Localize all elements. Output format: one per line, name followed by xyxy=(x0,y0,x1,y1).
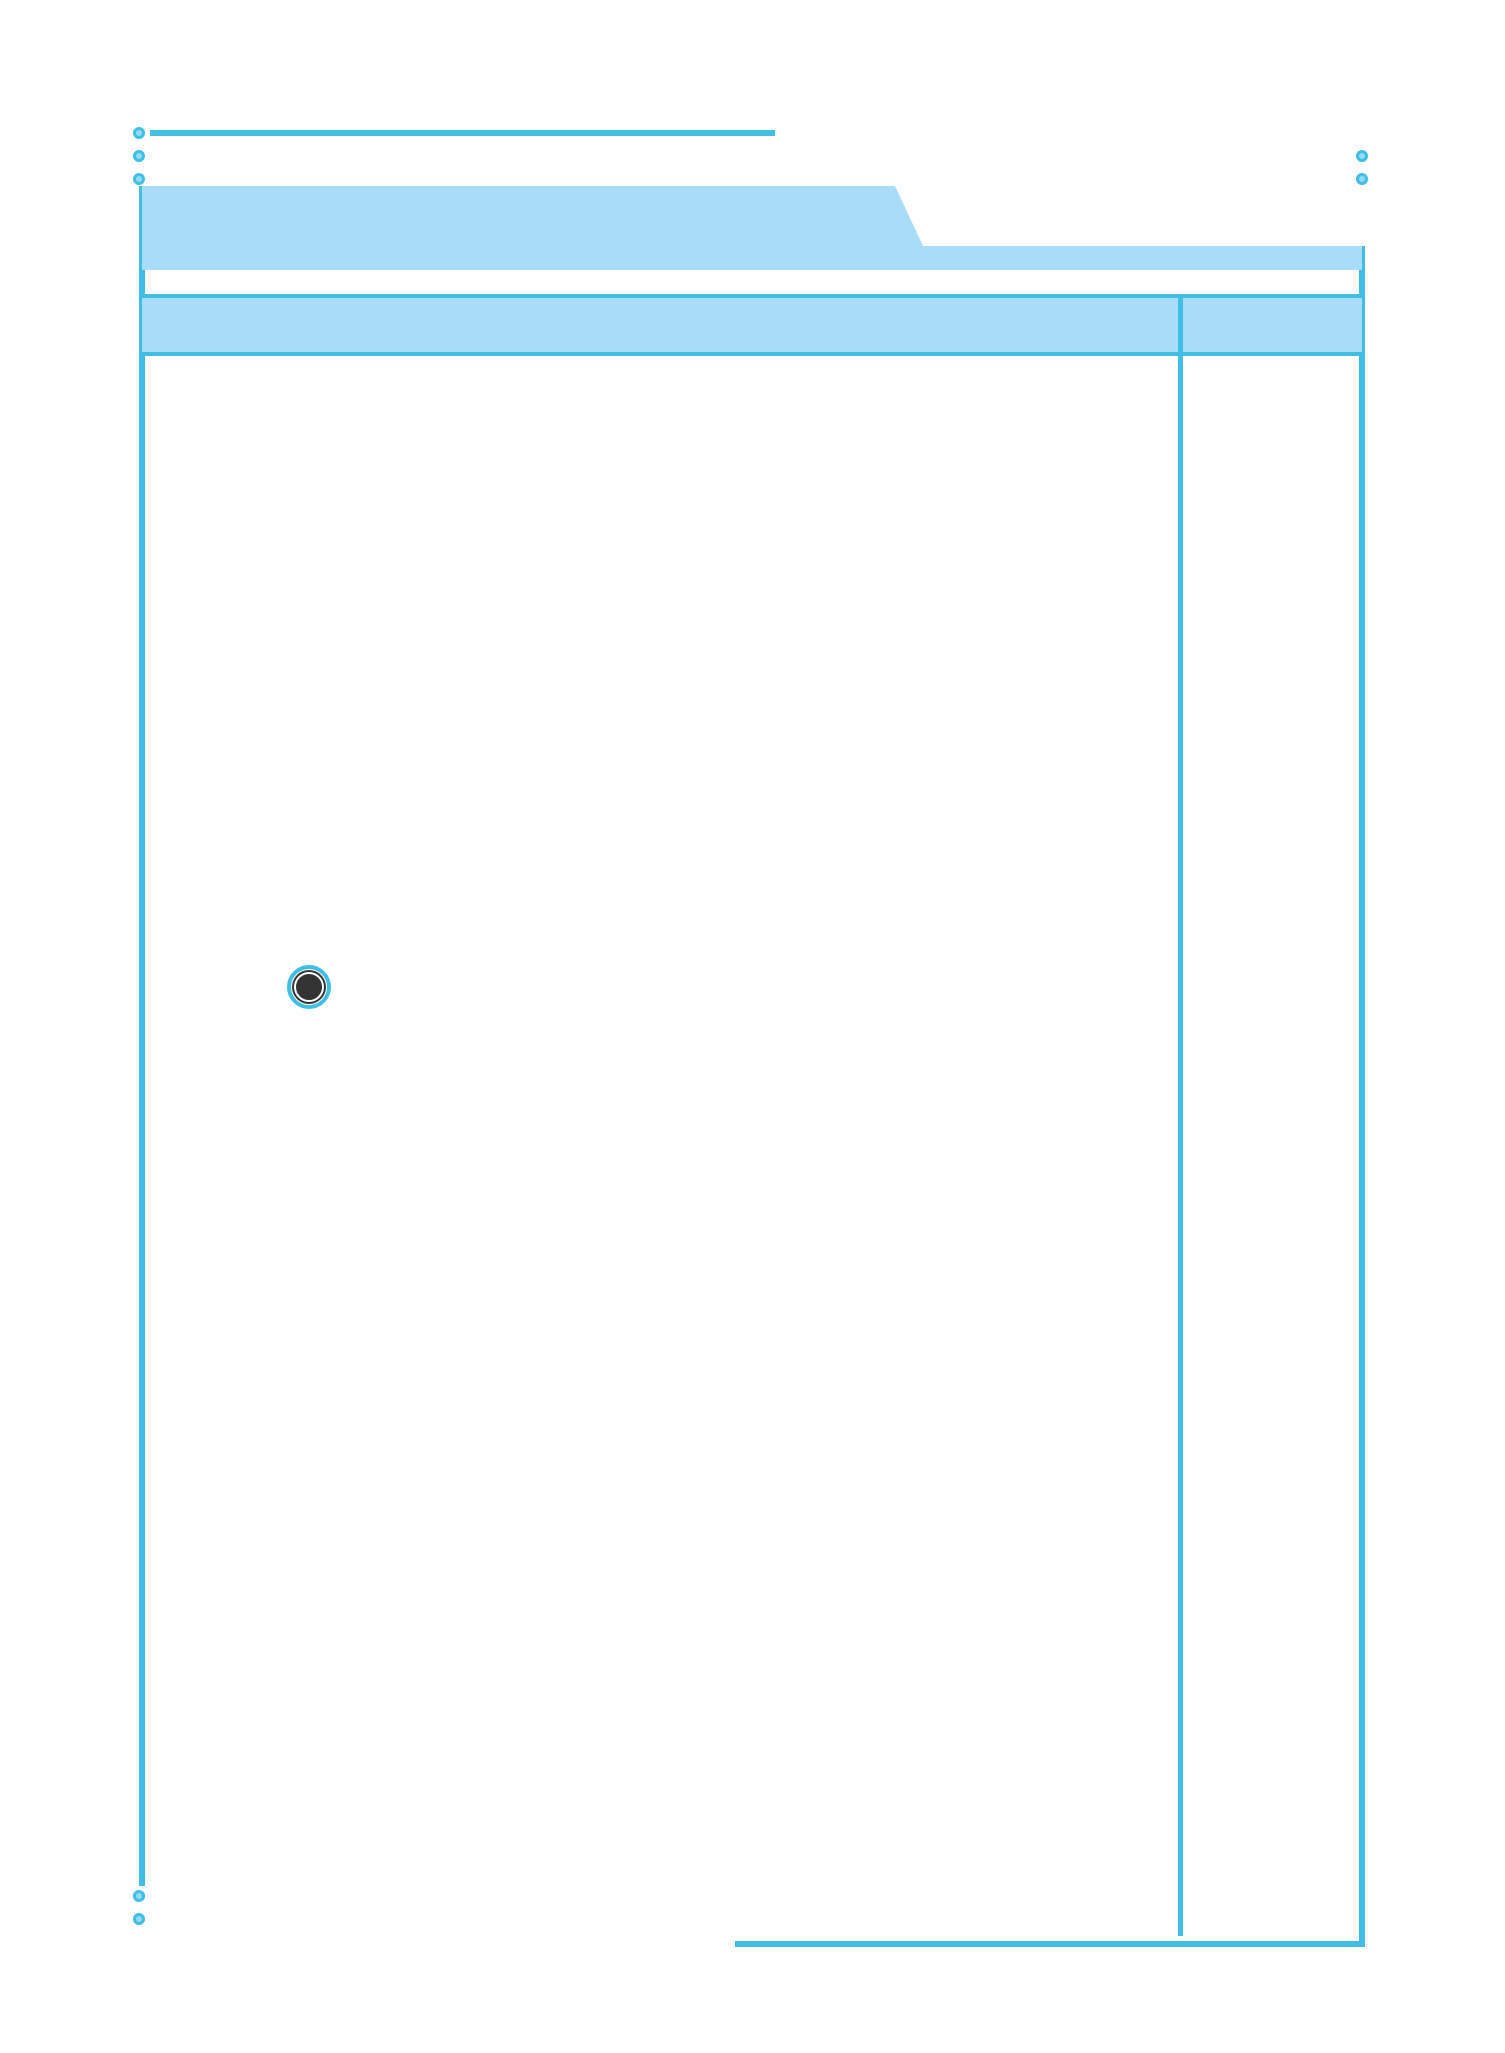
bottom-left-dots xyxy=(133,1890,145,1936)
frame-right-border xyxy=(1359,186,1365,1946)
title-banner-notch xyxy=(895,186,1365,246)
review-icon xyxy=(287,965,331,1009)
header-divider xyxy=(1178,294,1183,356)
frame-top-border xyxy=(150,130,775,136)
stream-note xyxy=(176,620,202,644)
marks-column-divider xyxy=(1178,356,1183,1936)
frame-left-border xyxy=(139,186,145,1886)
frame-bottom-border xyxy=(735,1941,1365,1947)
